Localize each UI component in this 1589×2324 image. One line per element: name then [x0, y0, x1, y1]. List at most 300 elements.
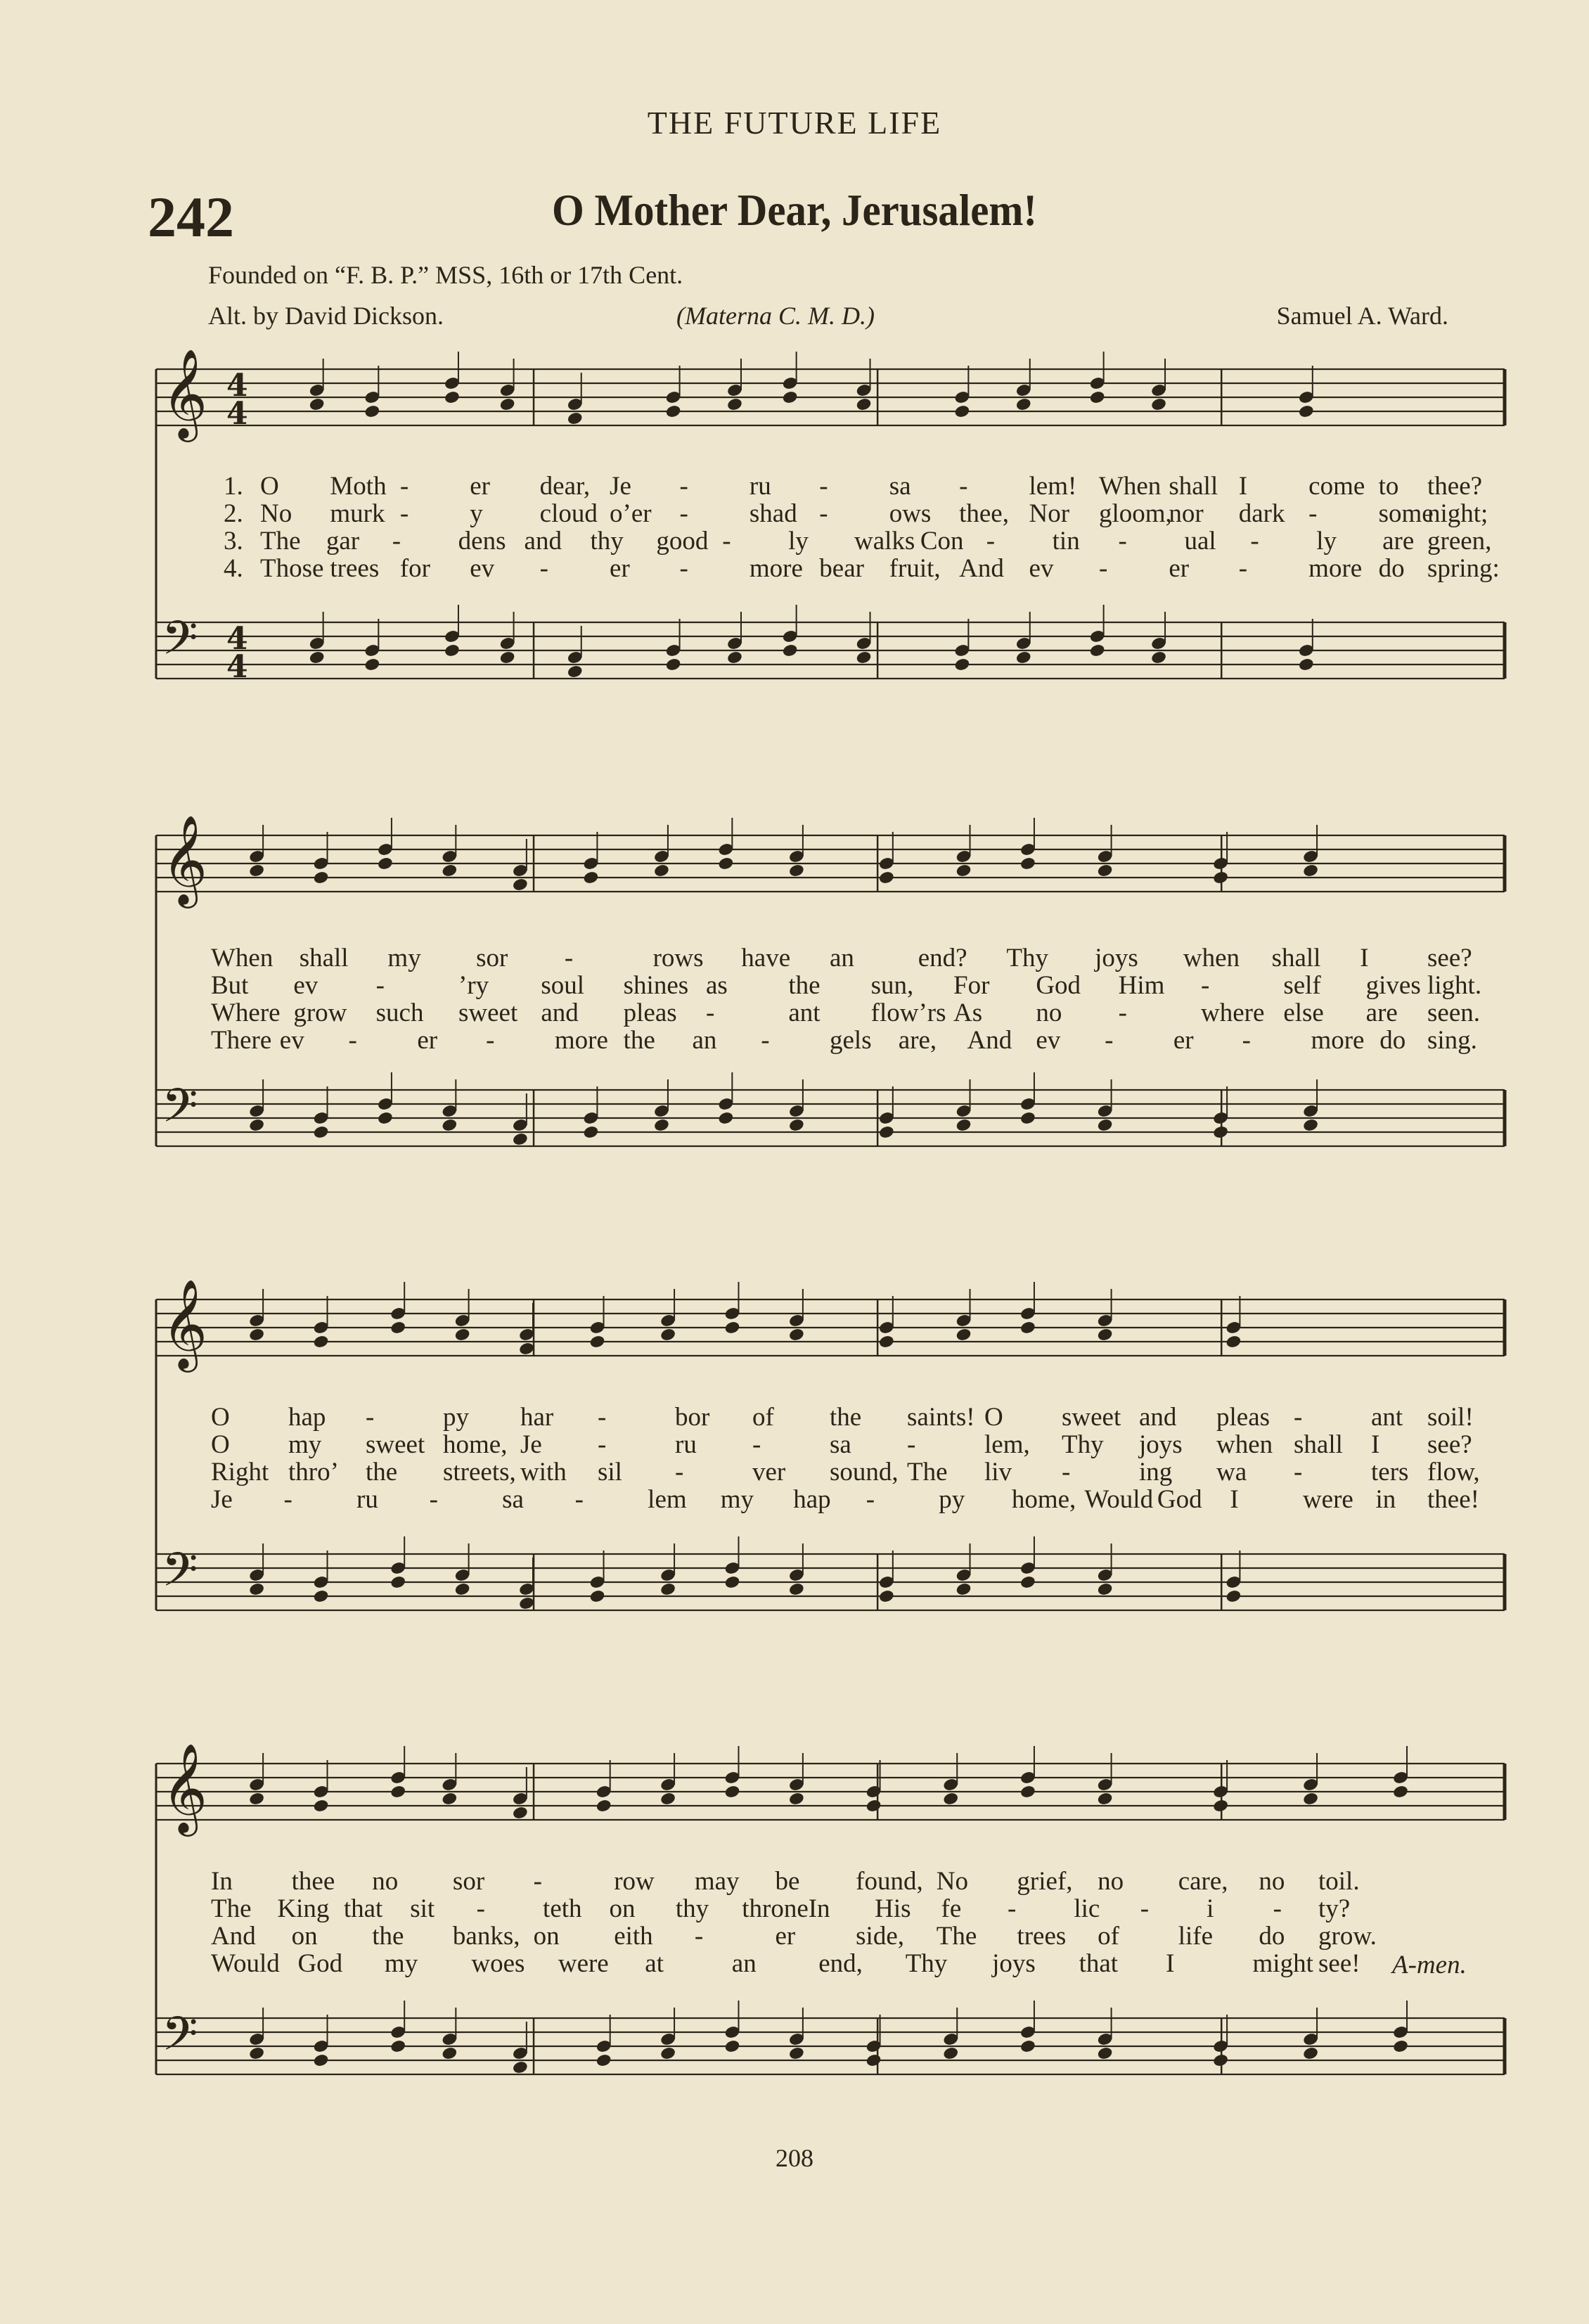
lyric-syllable: rows: [652, 944, 704, 972]
lyric-syllable: no: [372, 1867, 399, 1896]
lyric-syllable: joys: [992, 1949, 1036, 1978]
notehead: [1392, 1785, 1409, 1799]
lyric-syllable: self: [1283, 971, 1321, 1000]
lyric-syllable: toil.: [1318, 1867, 1360, 1896]
lyric-syllable: lic: [1074, 1894, 1100, 1923]
lyric-syllable: for: [399, 554, 430, 583]
lyric-syllable: thy: [675, 1894, 709, 1923]
notehead: [441, 2046, 458, 2061]
notehead: [724, 2039, 741, 2054]
lyric-syllable: cloud: [539, 499, 598, 528]
lyric-syllable: were: [558, 1949, 609, 1978]
lyric-syllable: end,: [818, 1949, 863, 1978]
lyric-syllable: ters: [1371, 1458, 1409, 1487]
bass-clef-icon: 𝄢: [162, 2007, 198, 2072]
syllable-hyphen: -: [375, 971, 385, 1000]
lyric-syllable: walks: [854, 527, 915, 556]
lyric-syllable: seen.: [1427, 999, 1480, 1027]
lyric-syllable: in: [1375, 1485, 1396, 1514]
treble-clef-icon: 𝄞: [162, 1278, 208, 1368]
lyric-syllable: are: [1382, 527, 1415, 556]
syllable-hyphen: -: [1201, 971, 1210, 1000]
syllable-hyphen: -: [1118, 527, 1127, 556]
lyric-syllable: For: [953, 971, 990, 1000]
notehead: [1302, 1792, 1319, 1806]
lyric-syllable: er: [1169, 554, 1190, 583]
amen-text: A-men.: [1392, 1951, 1467, 1979]
lyric-syllable: may: [694, 1867, 740, 1896]
lyric-syllable: In: [211, 1867, 233, 1896]
syllable-hyphen: -: [1118, 999, 1127, 1027]
treble-clef-icon: 𝄞: [162, 814, 208, 904]
lyric-syllable: at: [645, 1949, 664, 1978]
lyric-syllable: pleas: [623, 999, 677, 1027]
notehead: [866, 1799, 882, 1813]
lyric-syllable: and: [524, 527, 562, 556]
lyric-syllable: on: [609, 1894, 636, 1923]
lyric-syllable: There: [211, 1026, 272, 1055]
notehead: [942, 1792, 959, 1806]
lyric-syllable: thee,: [959, 499, 1009, 528]
lyric-syllable: The: [211, 1894, 252, 1923]
lyric-syllable: gives: [1365, 971, 1421, 1000]
lyric-syllable: my: [720, 1485, 754, 1514]
lyric-syllable: some: [1378, 499, 1434, 528]
syllable-hyphen: -: [679, 472, 688, 501]
bass-clef-icon: 𝄢: [162, 1543, 198, 1608]
lyric-syllable: Him: [1118, 971, 1165, 1000]
lyric-syllable: the: [372, 1922, 404, 1951]
lyric-syllable: good: [656, 527, 709, 556]
notehead: [660, 2046, 676, 2061]
lyric-syllable: as: [706, 971, 728, 1000]
lyric-syllable: In: [808, 1894, 830, 1923]
lyric-syllable: sit: [410, 1894, 435, 1923]
lyric-syllable: shall: [299, 944, 349, 972]
lyric-syllable: no: [1259, 1867, 1285, 1896]
lyric-syllable: thee: [291, 1867, 335, 1896]
lyric-syllable: sor: [452, 1867, 485, 1896]
lyric-syllable: But: [211, 971, 249, 1000]
syllable-hyphen: -: [722, 527, 731, 556]
lyric-syllable: joys: [1139, 1430, 1183, 1459]
lyric-syllable: and: [1139, 1403, 1177, 1432]
syllable-hyphen: -: [392, 527, 401, 556]
lyric-syllable: No: [936, 1867, 969, 1896]
lyric-syllable: care,: [1178, 1867, 1228, 1896]
lyric-syllable: Would: [1084, 1485, 1154, 1514]
lyric-syllable: shall: [1271, 944, 1321, 972]
syllable-hyphen: -: [679, 554, 688, 583]
lyric-syllable: pleas: [1216, 1403, 1270, 1432]
lyric-syllable: joys: [1095, 944, 1138, 972]
lyric-syllable: O: [211, 1430, 230, 1459]
syllable-hyphen: -: [598, 1403, 607, 1432]
lyric-syllable: ly: [788, 527, 809, 556]
lyric-syllable: o’er: [610, 499, 652, 528]
lyric-syllable: and: [541, 999, 579, 1027]
verse-number: 1.: [224, 472, 243, 501]
lyric-syllable: eith: [614, 1922, 653, 1951]
lyric-syllable: When: [211, 944, 274, 972]
syllable-hyphen: -: [539, 554, 548, 583]
lyric-syllable: that: [1079, 1949, 1119, 1978]
notehead: [248, 1792, 265, 1806]
notehead: [512, 1806, 529, 1821]
treble-clef-icon: 𝄞: [162, 1742, 208, 1832]
lyric-syllable: more: [1308, 554, 1363, 583]
lyric-line-verse-2: [0, 1895, 1589, 1923]
lyric-syllable: that: [343, 1894, 383, 1923]
lyric-syllable: more: [1311, 1026, 1365, 1055]
lyric-syllable: dens: [458, 527, 506, 556]
lyric-syllable: I: [1371, 1430, 1380, 1459]
lyric-syllable: banks,: [452, 1922, 520, 1951]
lyric-syllable: sweet: [1062, 1403, 1121, 1432]
treble-clef-icon: 𝄞: [162, 348, 208, 438]
lyric-syllable: wa: [1216, 1458, 1247, 1487]
notehead: [1212, 2053, 1229, 2068]
lyric-syllable: dark: [1238, 499, 1285, 528]
lyric-syllable: woes: [471, 1949, 525, 1978]
lyric-line-verse-1: [0, 1868, 1589, 1896]
lyric-syllable: I: [1238, 472, 1248, 501]
lyric-syllable: where: [1201, 999, 1265, 1027]
lyric-syllable: with: [520, 1458, 567, 1487]
lyric-syllable: Thy: [905, 1949, 948, 1978]
lyric-syllable: hap: [793, 1485, 831, 1514]
time-signature-digit: 4: [226, 649, 248, 685]
lyric-syllable: gloom,: [1098, 499, 1172, 528]
syllable-hyphen: -: [1238, 554, 1248, 583]
lyric-syllable: Would: [211, 1949, 280, 1978]
lyric-syllable: have: [741, 944, 791, 972]
syllable-hyphen: -: [574, 1485, 584, 1514]
lyric-syllable: side,: [856, 1922, 904, 1951]
lyric-syllable: Right: [211, 1458, 269, 1487]
lyric-syllable: an: [692, 1026, 717, 1055]
lyric-syllable: dear,: [539, 472, 591, 501]
lyric-syllable: life: [1178, 1922, 1214, 1951]
lyric-syllable: Where: [211, 999, 281, 1027]
lyric-syllable: sweet: [458, 999, 518, 1027]
lyric-syllable: The: [260, 527, 301, 556]
lyric-syllable: hap: [288, 1403, 326, 1432]
lyric-syllable: O: [211, 1403, 230, 1432]
lyric-syllable: er: [775, 1922, 796, 1951]
syllable-hyphen: -: [1242, 1026, 1251, 1055]
lyric-syllable: sa: [502, 1485, 524, 1514]
lyric-syllable: see?: [1427, 944, 1472, 972]
lyric-syllable: bor: [675, 1403, 710, 1432]
lyric-syllable: thee?: [1427, 472, 1483, 501]
syllable-hyphen: -: [706, 999, 715, 1027]
lyric-syllable: sil: [598, 1458, 622, 1487]
lyric-syllable: the: [366, 1458, 398, 1487]
notehead: [596, 1799, 612, 1813]
lyric-syllable: soil!: [1427, 1403, 1474, 1432]
notehead: [866, 2053, 882, 2068]
hymn-number: 242: [148, 185, 234, 249]
syllable-hyphen: -: [533, 1867, 542, 1896]
lyric-syllable: more: [554, 1026, 608, 1055]
page-number: 208: [776, 2144, 813, 2172]
notehead: [788, 1792, 805, 1806]
lyric-syllable: grow.: [1318, 1922, 1377, 1951]
syllable-hyphen: -: [1294, 1403, 1303, 1432]
lyric-syllable: sound,: [830, 1458, 899, 1487]
bass-clef-icon: 𝄢: [162, 611, 198, 676]
lyric-syllable: my: [288, 1430, 322, 1459]
notehead: [1302, 2046, 1319, 2061]
syllable-hyphen: -: [348, 1026, 357, 1055]
lyric-syllable: flow’rs: [870, 999, 946, 1027]
syllable-hyphen: -: [1098, 554, 1108, 583]
lyric-syllable: grief,: [1017, 1867, 1073, 1896]
lyric-syllable: thee!: [1427, 1485, 1479, 1514]
lyric-syllable: lem: [648, 1485, 687, 1514]
syllable-hyphen: -: [675, 1458, 684, 1487]
lyric-syllable: on: [533, 1922, 560, 1951]
notehead: [441, 1792, 458, 1806]
lyric-syllable: gar: [326, 527, 360, 556]
lyric-syllable: of: [752, 1403, 774, 1432]
text-source-credit: Founded on “F. B. P.” MSS, 16th or 17th Cent.: [208, 261, 683, 289]
lyric-syllable: the: [830, 1403, 862, 1432]
lyric-syllable: spring:: [1427, 554, 1500, 583]
lyric-syllable: King: [277, 1894, 330, 1923]
notehead: [1392, 2039, 1409, 2054]
lyric-syllable: be: [775, 1867, 800, 1896]
lyric-syllable: my: [384, 1949, 418, 1978]
lyric-syllable: lem!: [1029, 472, 1077, 501]
lyric-syllable: were: [1302, 1485, 1353, 1514]
notehead: [1019, 1785, 1036, 1799]
syllable-hyphen: -: [819, 499, 828, 528]
lyric-syllable: flow,: [1427, 1458, 1480, 1487]
lyric-syllable: And: [211, 1922, 256, 1951]
running-head: THE FUTURE LIFE: [647, 105, 942, 141]
notehead: [1097, 1792, 1114, 1806]
lyric-syllable: His: [875, 1894, 911, 1923]
lyric-syllable: throne: [742, 1894, 809, 1923]
lyric-syllable: sweet: [366, 1430, 425, 1459]
lyric-syllable: ru: [675, 1430, 697, 1459]
lyric-syllable: nor: [1169, 499, 1204, 528]
lyric-syllable: end?: [918, 944, 967, 972]
lyric-syllable: sa: [889, 472, 911, 501]
lyric-syllable: fruit,: [889, 554, 941, 583]
syllable-hyphen: -: [429, 1485, 438, 1514]
syllable-hyphen: -: [1294, 1458, 1303, 1487]
lyric-syllable: Je: [610, 472, 631, 501]
syllable-hyphen: -: [1308, 499, 1318, 528]
lyric-syllable: When: [1098, 472, 1162, 501]
lyric-syllable: such: [375, 999, 424, 1027]
lyric-syllable: do: [1379, 1026, 1406, 1055]
syllable-hyphen: -: [399, 499, 409, 528]
time-signature-digit: 4: [226, 368, 248, 404]
lyric-syllable: trees: [1017, 1922, 1067, 1951]
lyric-syllable: i: [1207, 1894, 1214, 1923]
lyric-syllable: ev: [1029, 554, 1054, 583]
lyric-syllable: ev: [1036, 1026, 1061, 1055]
lyric-syllable: an: [731, 1949, 757, 1978]
lyric-syllable: No: [260, 499, 292, 528]
lyric-syllable: ual: [1184, 527, 1216, 556]
lyric-syllable: shines: [623, 971, 689, 1000]
lyric-syllable: thro’: [288, 1458, 339, 1487]
lyric-syllable: row: [614, 1867, 655, 1896]
lyric-syllable: gels: [830, 1026, 872, 1055]
lyric-syllable: er: [470, 472, 490, 501]
lyric-syllable: do: [1378, 554, 1405, 583]
lyric-line-verse-3: [0, 1922, 1589, 1951]
lyric-syllable: And: [967, 1026, 1012, 1055]
lyric-syllable: py: [443, 1403, 469, 1432]
syllable-hyphen: -: [598, 1430, 607, 1459]
lyric-syllable: ev: [293, 971, 319, 1000]
syllable-hyphen: -: [1007, 1894, 1017, 1923]
verse-number: 4.: [224, 554, 243, 583]
lyric-syllable: come: [1308, 472, 1365, 501]
syllable-hyphen: -: [1062, 1458, 1071, 1487]
lyric-syllable: soul: [541, 971, 585, 1000]
composer-credit: Samuel A. Ward.: [1276, 302, 1448, 330]
syllable-hyphen: -: [564, 944, 574, 972]
lyric-syllable: sor: [476, 944, 508, 972]
notehead: [313, 2053, 330, 2068]
notehead: [788, 2046, 805, 2061]
lyric-syllable: ru: [749, 472, 771, 501]
lyric-syllable: streets,: [443, 1458, 516, 1487]
lyric-syllable: see?: [1427, 1430, 1472, 1459]
lyric-syllable: fe: [941, 1894, 962, 1923]
lyric-syllable: else: [1283, 999, 1324, 1027]
syllable-hyphen: -: [679, 499, 688, 528]
lyric-syllable: Those: [260, 554, 324, 583]
lyric-syllable: trees: [330, 554, 380, 583]
lyric-syllable: home,: [1011, 1485, 1076, 1514]
lyric-syllable: God: [1036, 971, 1081, 1000]
lyric-syllable: Con: [920, 527, 964, 556]
lyric-syllable: do: [1259, 1922, 1285, 1951]
tune-meter: (Materna C. M. D.): [676, 302, 875, 330]
lyric-syllable: grow: [293, 999, 347, 1027]
lyric-syllable: liv: [984, 1458, 1012, 1487]
lyric-syllable: O: [984, 1403, 1003, 1432]
lyric-syllable: on: [291, 1922, 318, 1951]
notehead: [313, 1799, 330, 1813]
time-signature-digit: 4: [226, 396, 248, 432]
lyric-syllable: Je: [211, 1485, 233, 1514]
lyric-syllable: I: [1230, 1485, 1239, 1514]
syllable-hyphen: -: [486, 1026, 495, 1055]
notehead: [724, 1785, 741, 1799]
lyric-syllable: ru: [356, 1485, 378, 1514]
syllable-hyphen: -: [907, 1430, 916, 1459]
alteration-credit: Alt. by David Dickson.: [208, 302, 444, 330]
lyric-syllable: And: [959, 554, 1004, 583]
notehead: [660, 1792, 676, 1806]
lyric-syllable: no: [1098, 1867, 1124, 1896]
syllable-hyphen: -: [959, 472, 968, 501]
lyric-syllable: ant: [1371, 1403, 1403, 1432]
lyric-syllable: teth: [543, 1894, 582, 1923]
lyric-syllable: lem,: [984, 1430, 1030, 1459]
notehead: [942, 2046, 959, 2061]
lyric-syllable: light.: [1427, 971, 1482, 1000]
lyric-syllable: saints!: [907, 1403, 975, 1432]
syllable-hyphen: -: [1273, 1894, 1282, 1923]
lyric-syllable: sun,: [870, 971, 914, 1000]
lyric-syllable: ant: [788, 999, 821, 1027]
lyric-syllable: ver: [752, 1458, 786, 1487]
lyric-syllable: more: [749, 554, 803, 583]
lyric-syllable: to: [1378, 472, 1399, 501]
lyric-syllable: when: [1183, 944, 1240, 972]
notehead: [390, 2039, 406, 2054]
hymn-title: O Mother Dear, Jerusalem!: [551, 185, 1038, 235]
syllable-hyphen: -: [694, 1922, 704, 1951]
syllable-hyphen: -: [283, 1485, 292, 1514]
syllable-hyphen: -: [866, 1485, 875, 1514]
syllable-hyphen: -: [761, 1026, 770, 1055]
lyric-syllable: y: [470, 499, 483, 528]
lyric-syllable: I: [1360, 944, 1369, 972]
lyric-syllable: found,: [856, 1867, 923, 1896]
bass-clef-icon: 𝄢: [162, 1079, 198, 1144]
syllable-hyphen: -: [819, 472, 828, 501]
syllable-hyphen: -: [399, 472, 409, 501]
verse-number: 3.: [224, 527, 243, 556]
lyric-syllable: ows: [889, 499, 932, 528]
lyric-syllable: might: [1252, 1949, 1313, 1978]
lyric-syllable: Je: [520, 1430, 542, 1459]
lyric-syllable: The: [936, 1922, 977, 1951]
lyric-syllable: tin: [1052, 527, 1080, 556]
lyric-syllable: As: [953, 999, 983, 1027]
notehead: [390, 1785, 406, 1799]
lyric-syllable: The: [907, 1458, 948, 1487]
lyric-syllable: I: [1166, 1949, 1175, 1978]
lyric-syllable: Moth: [330, 472, 387, 501]
lyric-syllable: my: [387, 944, 421, 972]
lyric-syllable: shall: [1169, 472, 1218, 501]
lyric-syllable: ing: [1139, 1458, 1173, 1487]
syllable-hyphen: -: [986, 527, 996, 556]
lyric-syllable: thy: [590, 527, 624, 556]
notehead: [512, 2060, 529, 2075]
syllable-hyphen: -: [1140, 1894, 1150, 1923]
time-signature-digit: 4: [226, 621, 248, 657]
lyric-syllable: bear: [819, 554, 864, 583]
verse-number: 2.: [224, 499, 243, 528]
lyric-syllable: shad: [749, 499, 797, 528]
lyric-syllable: are: [1365, 999, 1398, 1027]
notehead: [248, 2046, 265, 2061]
lyric-line-verse-4: [0, 1950, 1589, 1978]
lyric-syllable: Nor: [1029, 499, 1070, 528]
lyric-syllable: sa: [830, 1430, 851, 1459]
syllable-hyphen: -: [476, 1894, 485, 1923]
lyric-syllable: no: [1036, 999, 1062, 1027]
notehead: [596, 2053, 612, 2068]
lyric-syllable: er: [417, 1026, 438, 1055]
lyric-syllable: home,: [443, 1430, 508, 1459]
lyric-syllable: har: [520, 1403, 554, 1432]
syllable-hyphen: -: [1105, 1026, 1114, 1055]
